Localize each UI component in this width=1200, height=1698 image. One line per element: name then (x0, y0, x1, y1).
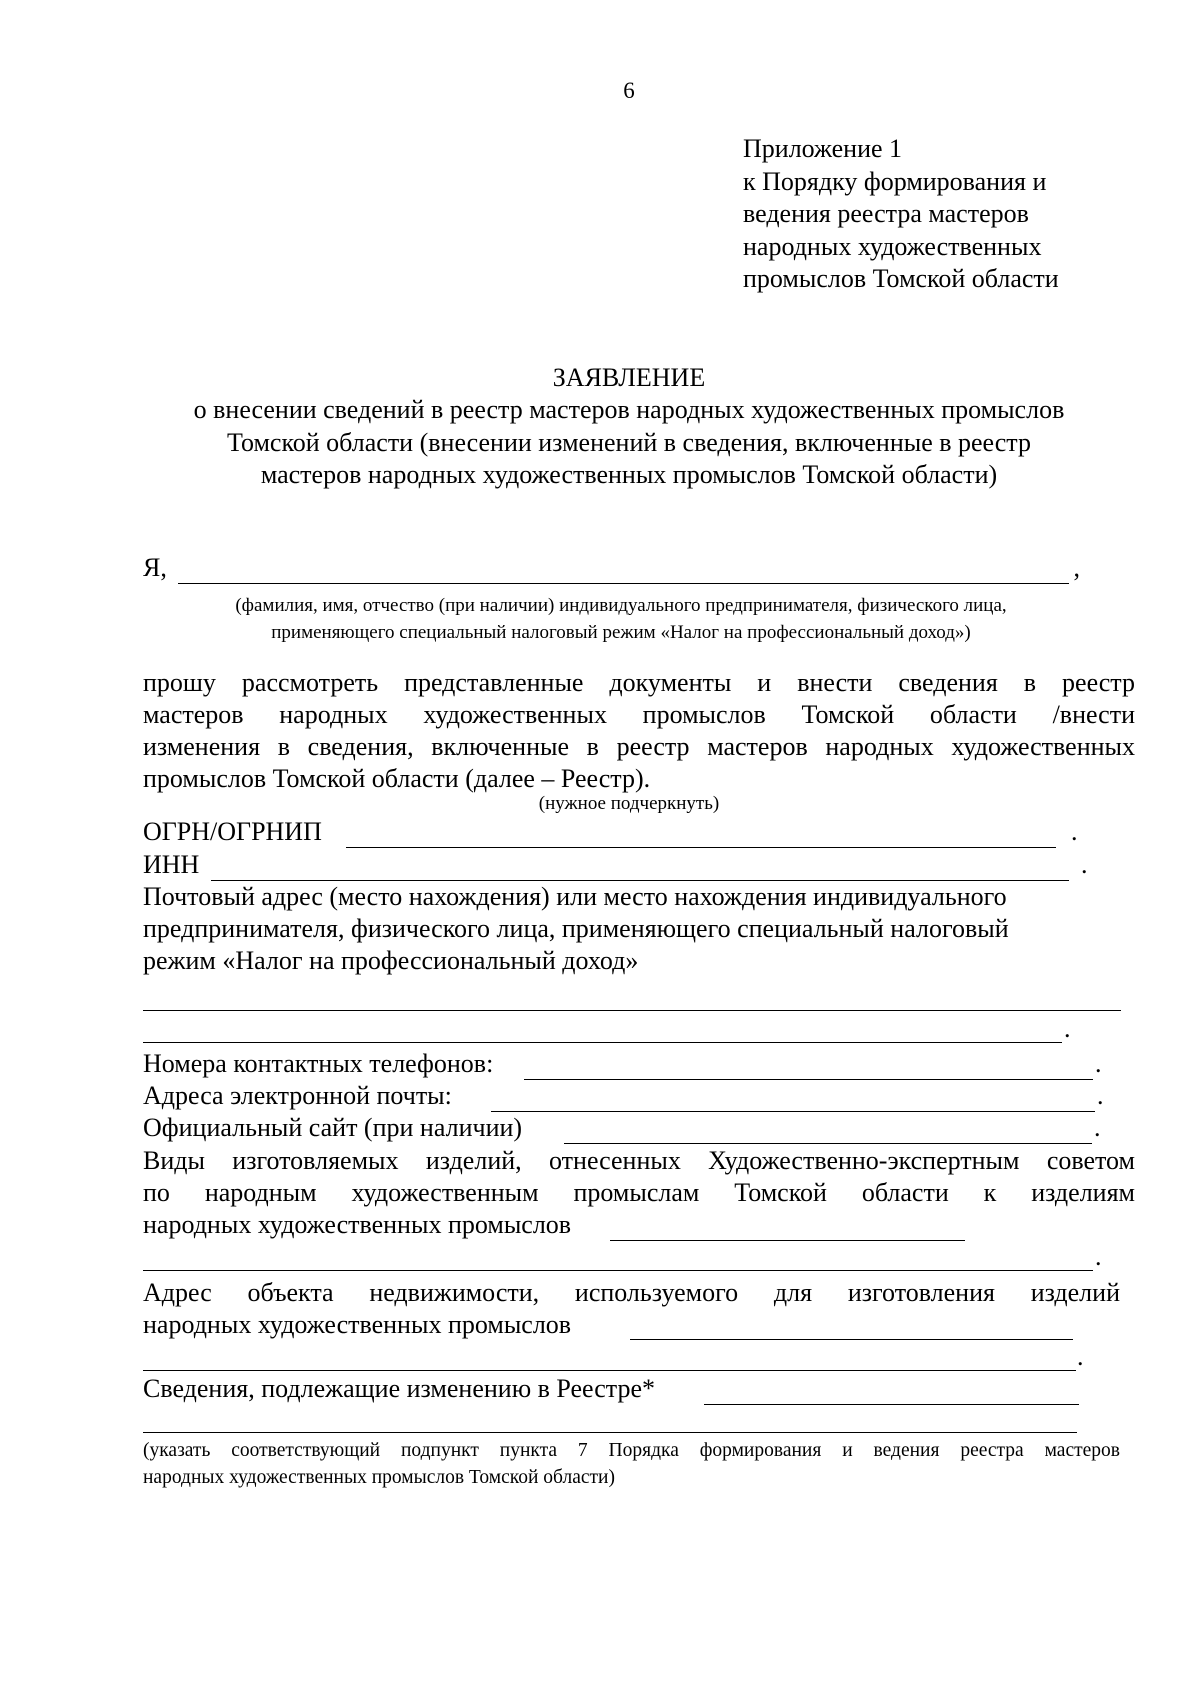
address-field-line[interactable] (143, 1010, 1121, 1011)
address-period: . (1064, 1014, 1071, 1043)
appendix-line: к Порядку формирования и (743, 166, 1047, 196)
ogrn-period: . (1071, 817, 1078, 846)
appendix-line: народных художественных (743, 231, 1042, 261)
email-label: Адреса электронной почты: (143, 1081, 452, 1110)
phones-label: Номера контактных телефонов: (143, 1049, 494, 1078)
website-row (143, 1113, 1113, 1147)
products-label-line: по народным художественным промыслам Томской области к изделиям (143, 1178, 1135, 1207)
title-line: мастеров народных художественных промыслов Томской области) (260, 460, 998, 490)
ogrn-field[interactable] (346, 847, 1056, 848)
ogrn-row (143, 817, 1083, 851)
inn-label: ИНН (143, 850, 200, 879)
products-label-line: народных художественных промыслов (143, 1210, 572, 1239)
inn-period: . (1081, 850, 1088, 879)
ogrn-label: ОГРН/ОГРНИП (143, 817, 322, 846)
appendix-line: Приложение 1 (743, 134, 903, 163)
changes-field[interactable] (704, 1404, 1079, 1405)
property-label-line: народных художественных промыслов (143, 1310, 572, 1339)
title-line: о внесении сведений в реестр мастеров народных художественных промыслов (193, 395, 1065, 425)
website-label: Официальный сайт (при наличии) (143, 1113, 523, 1142)
appendix-header (743, 133, 1059, 296)
changes-label: Сведения, подлежащие изменению в Реестре* (143, 1374, 656, 1403)
email-period: . (1097, 1081, 1104, 1110)
property-field-line[interactable] (630, 1339, 1073, 1340)
products-field-line[interactable] (610, 1240, 965, 1241)
email-field[interactable] (491, 1111, 1095, 1112)
page-number: 6 (623, 78, 635, 103)
request-line: промыслов Томской области (далее – Реестр). (143, 764, 651, 793)
appendix-line: промыслов Томской области (743, 264, 1059, 294)
document-title (0, 362, 1200, 492)
products-period: . (1095, 1242, 1102, 1271)
title-heading: ЗАЯВЛЕНИЕ (552, 363, 706, 392)
applicant-name-row (143, 553, 1080, 587)
address-field-line[interactable] (143, 1042, 1062, 1043)
phones-row (143, 1049, 1113, 1083)
applicant-prefix: Я, (143, 553, 167, 582)
request-line: мастеров народных художественных промыслов Томской области /внести (143, 700, 1135, 729)
products-field-line[interactable] (143, 1270, 1093, 1271)
request-hint: (нужное подчеркнуть) (538, 793, 720, 814)
applicant-suffix: , (1073, 553, 1080, 582)
inn-field[interactable] (211, 880, 1069, 881)
changes-field-line[interactable] (143, 1432, 1077, 1433)
appendix-line: ведения реестра мастеров (743, 199, 1029, 229)
footnote-line: (указать соответствующий подпункт пункта 7 Порядка формирования и ведения реестра мастеров (143, 1440, 1120, 1461)
website-period: . (1094, 1113, 1101, 1142)
footnote (143, 1437, 1120, 1491)
title-line: Томской области (внесении изменений в сведения, включенные в реестр (227, 427, 1031, 457)
applicant-hint (143, 592, 1099, 646)
request-line: прошу рассмотреть представленные документы и внести сведения в реестр (143, 668, 1135, 697)
address-label-line: режим «Налог на профессиональный доход» (143, 946, 639, 975)
applicant-name-field[interactable] (178, 583, 1069, 584)
request-line: изменения в сведения, включенные в реестр мастеров народных художественных (143, 732, 1135, 761)
applicant-hint-line: применяющего специальный налоговый режим «Налог на профессиональный доход») (271, 622, 971, 643)
property-label-line: Адрес объекта недвижимости, используемого для изготовления изделий (143, 1278, 1120, 1307)
footnote-line: народных художественных промыслов Томской области) (143, 1467, 615, 1488)
products-label-line: Виды изготовляемых изделий, отнесенных Художественно-экспертным советом (143, 1146, 1135, 1175)
address-label-line: Почтовый адрес (место нахождения) или место нахождения индивидуального (143, 882, 1007, 911)
changes-row (143, 1374, 1143, 1408)
website-field[interactable] (564, 1143, 1092, 1144)
property-field-line[interactable] (143, 1370, 1076, 1371)
property-period: . (1077, 1342, 1084, 1371)
email-row (143, 1081, 1113, 1115)
inn-row (143, 850, 1093, 884)
phones-field[interactable] (524, 1079, 1093, 1080)
applicant-hint-line: (фамилия, имя, отчество (при наличии) индивидуального предпринимателя, физического лица, (235, 595, 1007, 616)
phones-period: . (1095, 1049, 1102, 1078)
address-label-line: предпринимателя, физического лица, применяющего специальный налоговый (143, 914, 1009, 943)
